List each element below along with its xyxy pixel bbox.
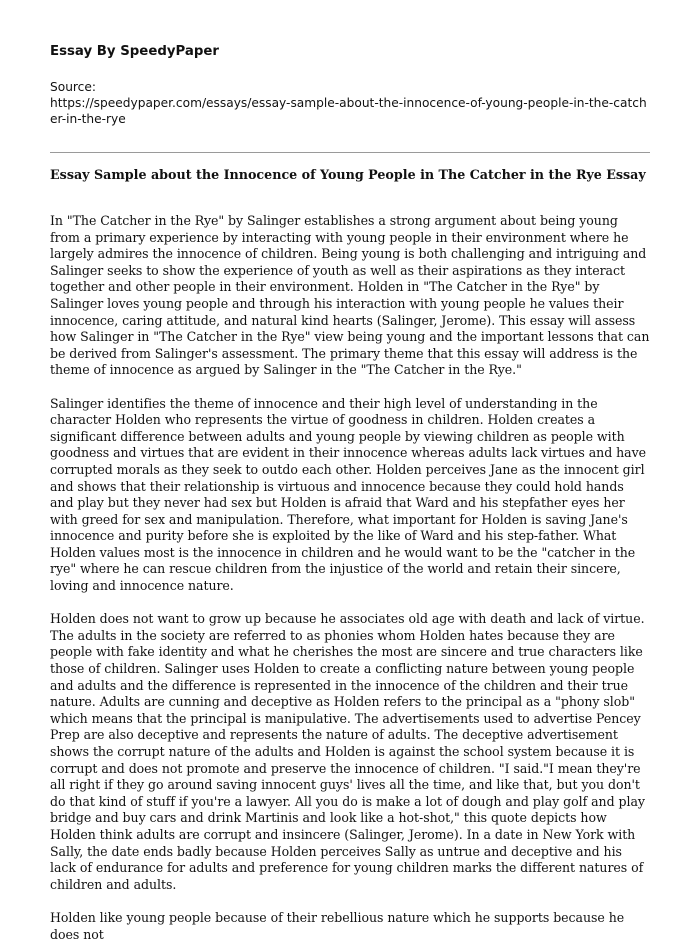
paragraph-2: Salinger identifies the theme of innocence and their high level of understanding in the character Holden who represents the virtue of goodness in children. Holden creates a significant difference between adults and young people by viewing children as people with goodness and virtues that are evident in their innocence whereas adults lack virtues and have corrupted morals as they seek to outdo each other. Holden perceives Jane as the innocent girl and shows that their relationship is virtuous and innocence because they could hold hands and play but they never had sex but Holden is afraid that Ward and his stepfather eyes her with greed for sex and manipulation. Therefore, what important for Holden is saving Jane's innocence and purity before she is exploited by the like of Ward and his step-father. What Holden values most is the innocence in children and he would want to be the "catcher in the rye" where he can rescue children from the injustice of the world and retain their sincere, loving and innocence nature. xyxy=(50,395,646,594)
divider xyxy=(50,152,650,153)
source-block xyxy=(50,79,650,127)
source-url: https://speedypaper.com/essays/essay-sample-about-the-innocence-of-young-people-in-the-catcher-in-the-rye xyxy=(50,96,647,126)
paragraph-3: Holden does not want to grow up because he associates old age with death and lack of virtue. The adults in the society are referred to as phonies whom Holden hates because they are people with fake identity and what he cherishes the most are sincere and true characters like those of children. Salinger uses Holden to create a conflicting nature between young people and adults and the difference is represented in the innocence of the children and their true nature. Adults are cunning and deceptive as Holden refers to the principal as a "phony slob" which means that the principal is manipulative. The advertisements used to advertise Pencey Prep are also deceptive and represents the nature of adults. The deceptive advertisement shows the corrupt nature of the adults and Holden is against the school system because it is corrupt and does not promote and preserve the innocence of children. "I said."I mean they're all right if they go around saving innocent guys' lives all the time, and like that, but you don't do that kind of stuff if you're a lawyer. All you do is make a lot of dough and play golf and play bridge and buy cars and drink Martinis and look like a hot-shot," this quote depicts how Holden think adults are corrupt and insincere (Salinger, Jerome). In a date in New York with Sally, the date ends badly because Holden perceives Sally as untrue and deceptive and his lack of endurance for adults and preference for young children marks the different natures of children and adults. xyxy=(50,611,645,892)
header-title: Essay By SpeedyPaper xyxy=(50,44,219,59)
source-label: Source: xyxy=(50,80,96,94)
essay-title: Essay Sample about the Innocence of Young People in The Catcher in the Rye Essay xyxy=(50,167,646,182)
essay-body xyxy=(50,213,650,943)
paragraph-1: In "The Catcher in the Rye" by Salinger establishes a strong argument about being young from a primary experience by interacting with young people in their environment where he largely admires the innocence of children. Being young is both challenging and intriguing and Salinger seeks to show the experience of youth as well as their aspirations as they interact together and other people in their environment. Holden in "The Catcher in the Rye" by Salinger loves young people and through his interaction with young people he values their innocence, caring attitude, and natural kind hearts (Salinger, Jerome). This essay will assess how Salinger in "The Catcher in the Rye" view being young and the important lessons that can be derived from Salinger's assessment. The primary theme that this essay will address is the theme of innocence as argued by Salinger in the "The Catcher in the Rye." xyxy=(50,213,650,378)
paragraph-4: Holden like young people because of their rebellious nature which he supports because he does not xyxy=(50,909,625,942)
